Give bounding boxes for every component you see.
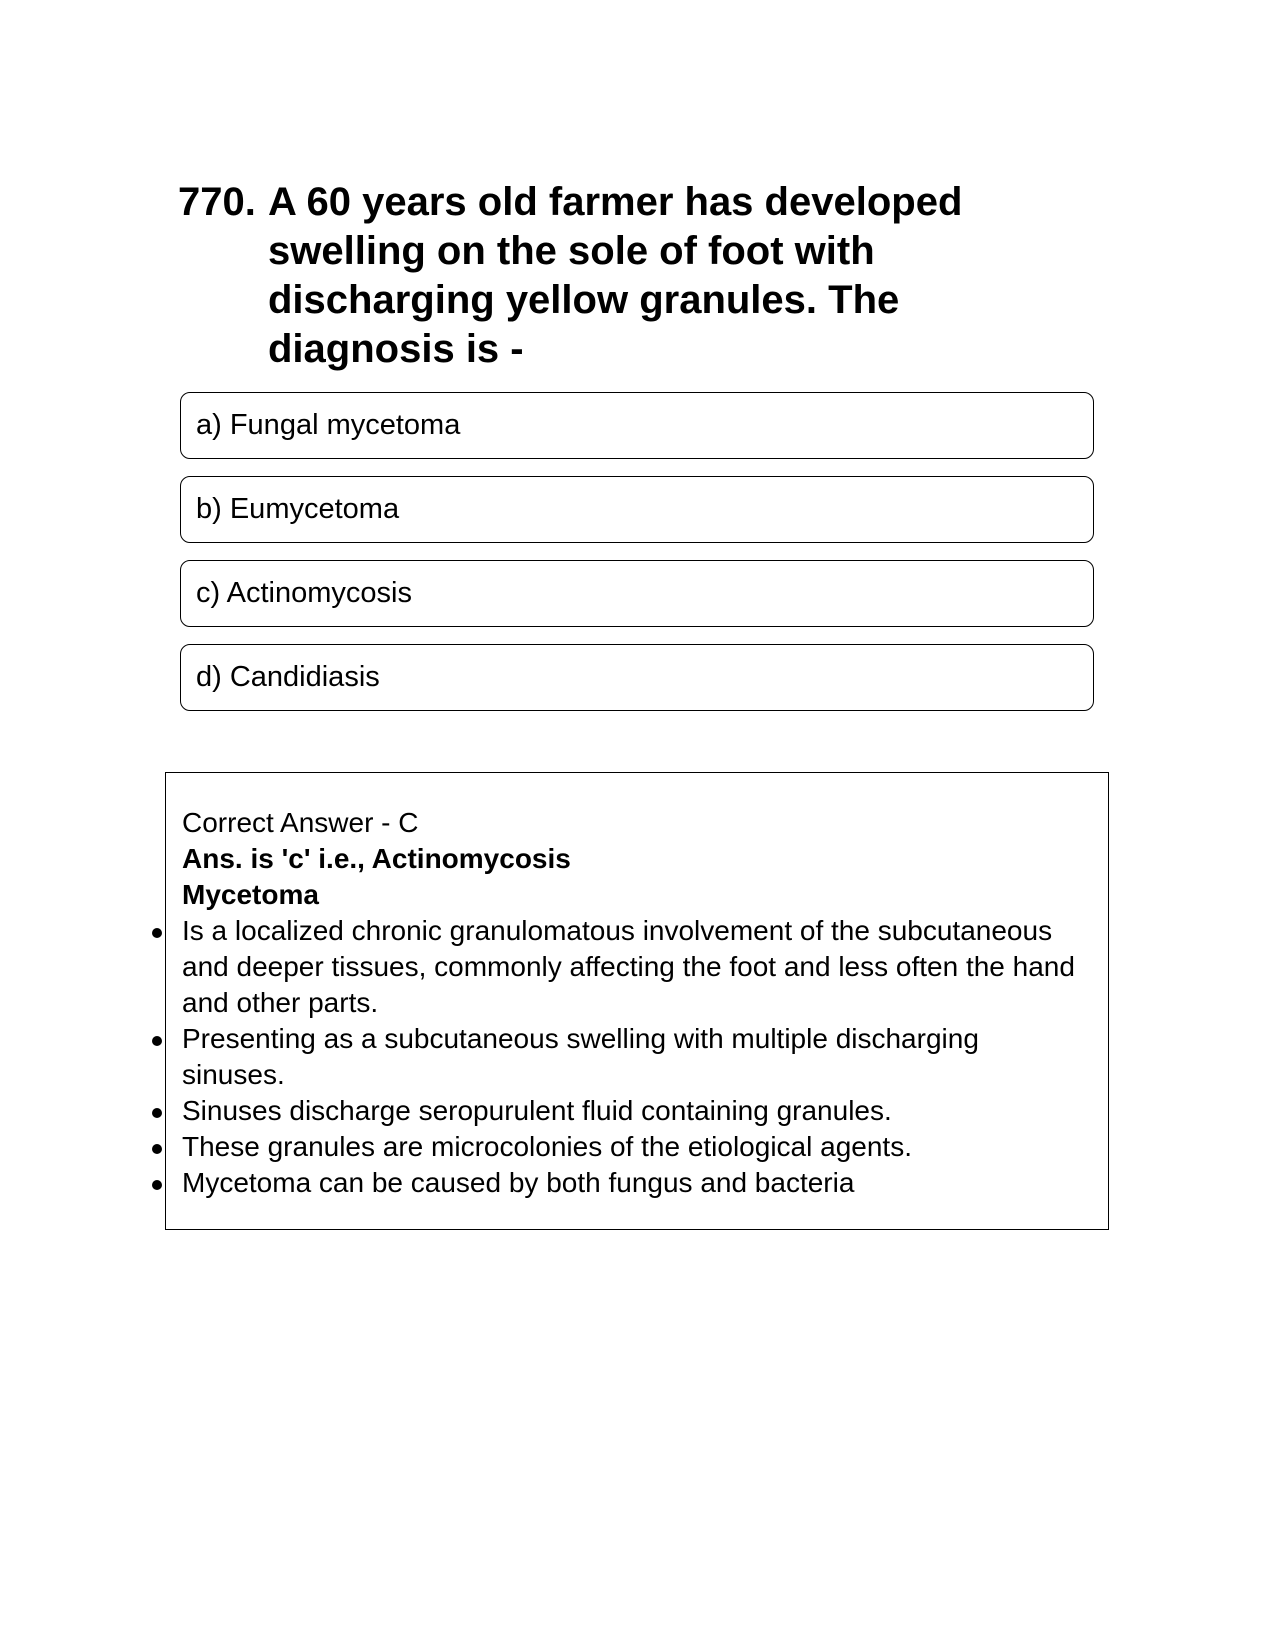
explanation-point: Presenting as a subcutaneous swelling with multiple discharging sinuses. (182, 1021, 1082, 1093)
option-c[interactable]: c) Actinomycosis (180, 560, 1094, 627)
correct-answer-line: Correct Answer - C (182, 807, 419, 838)
explanation-point: These granules are microcolonies of the etiological agents. (182, 1129, 1082, 1165)
option-a[interactable]: a) Fungal mycetoma (180, 392, 1094, 459)
explanation-heading: Mycetoma (182, 879, 319, 910)
explanation-point: Sinuses discharge seropurulent fluid containing granules. (182, 1093, 1082, 1129)
answer-content (182, 805, 1082, 1201)
question-number: 770. (178, 180, 256, 224)
option-b[interactable]: b) Eumycetoma (180, 476, 1094, 543)
question-text: A 60 years old farmer has developed swelling on the sole of foot with discharging yellow granules. The diagnosis is - (268, 180, 963, 371)
explanation-point: Mycetoma can be caused by both fungus and bacteria (182, 1165, 1082, 1201)
answer-explanation-box (165, 772, 1109, 1230)
option-d[interactable]: d) Candidiasis (180, 644, 1094, 711)
options-list (180, 392, 1094, 728)
answer-summary-line: Ans. is 'c' i.e., Actinomycosis (182, 843, 571, 874)
explanation-points (182, 913, 1082, 1201)
explanation-point: Is a localized chronic granulomatous involvement of the subcutaneous and deeper tissues, commonly affecting the foot and less often the hand and other parts. (182, 913, 1082, 1021)
question (178, 178, 1058, 374)
